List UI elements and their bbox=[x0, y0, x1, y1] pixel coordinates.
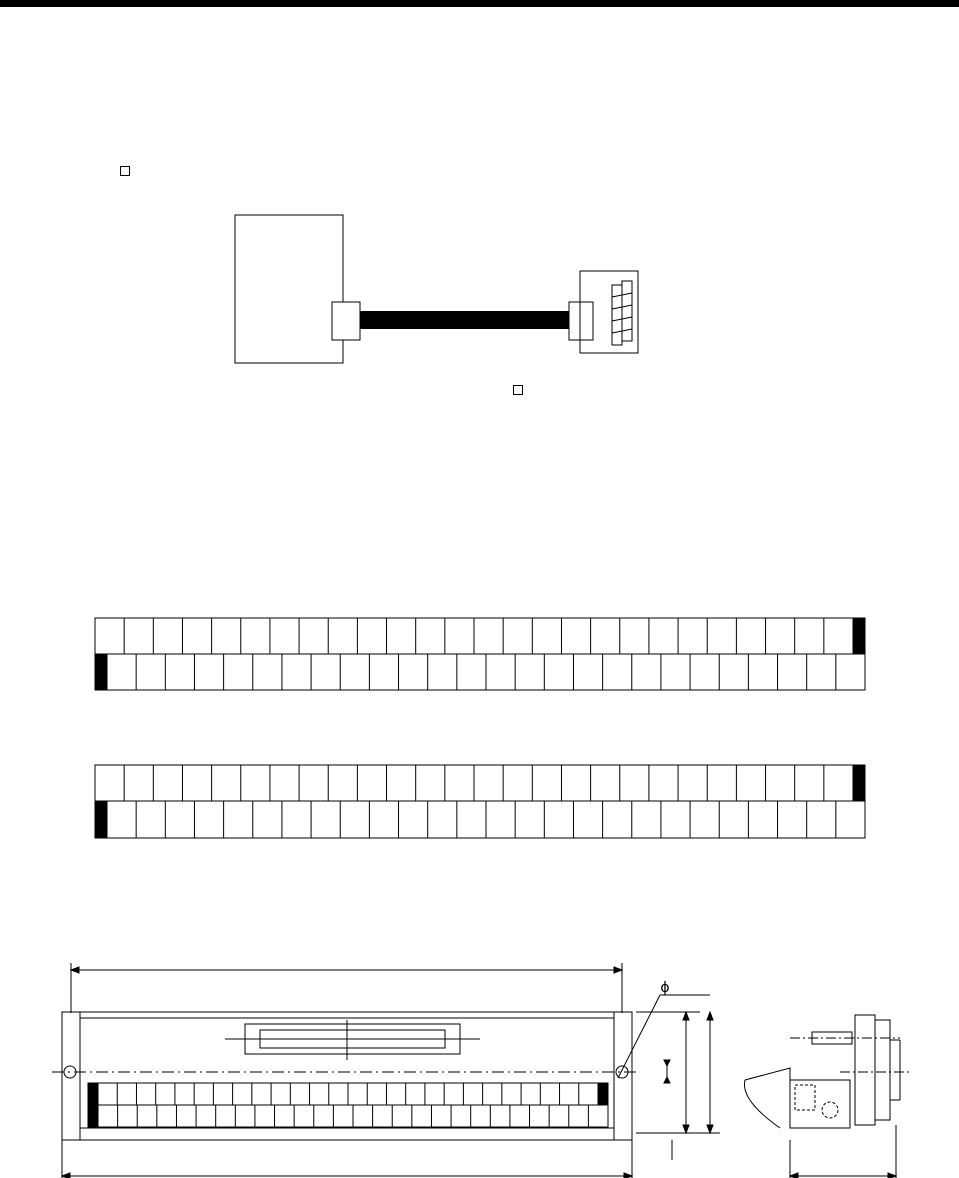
diameter-symbol: ϕ bbox=[660, 980, 670, 996]
terminal-marker-black bbox=[95, 654, 107, 690]
connection-diagram bbox=[235, 215, 638, 363]
terminal-marker-black bbox=[95, 801, 107, 838]
dimension-drawing-side bbox=[744, 1015, 910, 1178]
terminal-marker-black bbox=[853, 618, 865, 654]
cable bbox=[360, 311, 570, 329]
dimension-drawing-front bbox=[52, 963, 720, 1178]
terminal-block-pins bbox=[612, 281, 632, 345]
terminal-block-1 bbox=[95, 618, 865, 690]
terminal-block-2 bbox=[95, 765, 865, 838]
cable-connector bbox=[569, 302, 593, 340]
terminal-marker-black bbox=[853, 765, 865, 801]
amplifier-connector bbox=[332, 302, 360, 340]
servo-amplifier-box bbox=[235, 215, 343, 363]
